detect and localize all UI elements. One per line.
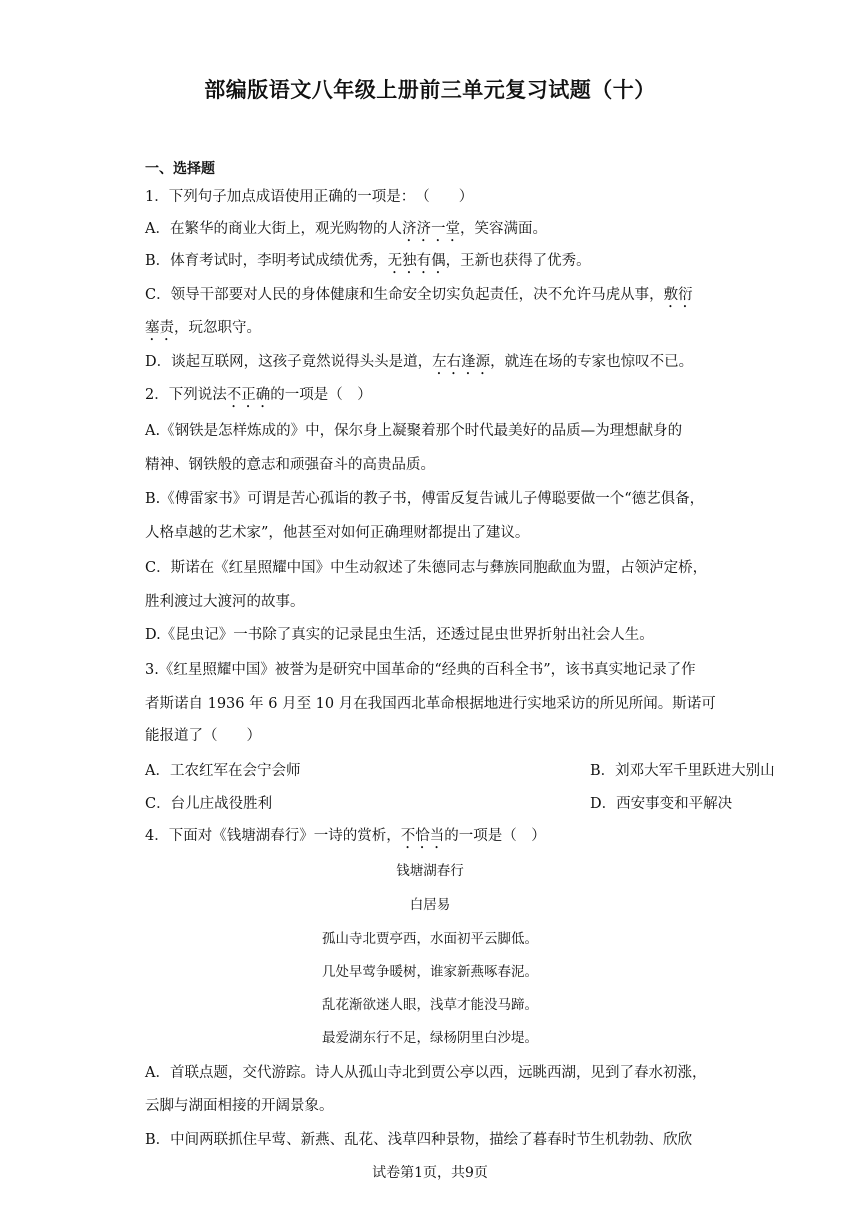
q1-c-emphasis-1: 敷衍 [663,287,693,303]
q2-stem-emphasis: 不正确 [226,387,271,403]
poem-line: 几处早莺争暖树，谁家新燕啄春泥。 [322,964,538,980]
poem-line: 最爱湖东行不足，绿杨阴里白沙堤。 [322,1030,538,1046]
poem-author: 白居易 [409,897,451,913]
q2-option-c: C．斯诺在《红星照耀中国》中生动叙述了朱德同志与彝族同胞歃血为盟，占领泸定桥， [145,560,708,576]
q4-option-a: A．首联点题，交代游踪。诗人从孤山寺北到贾公亭以西，远眺西湖，见到了春水初涨， [145,1065,707,1081]
q4-stem: 4．下面对《钱塘湖春行》一诗的赏析，不恰当的一项是（ ） [145,828,546,844]
q3-options-row-1 [145,761,775,781]
q1-option-c: C．领导干部要对人民的身体健康和生命安全切实负起责任，决不允许马虎从事，敷衍 [145,287,693,303]
q4-option-b: B．中间两联抓住早莺、新燕、乱花、浅草四种景物，描绘了暮春时节生机勃勃、欣欣 [145,1132,693,1148]
q1-option-d: D．谈起互联网，这孩子竟然说得头头是道，左右逢源，就连在场的专家也惊叹不已。 [145,354,694,370]
q2-option-c-cont: 胜利渡过大渡河的故事。 [145,594,305,610]
q2-option-b-cont: 人格卓越的艺术家”，他甚至对如何正确理财都提出了建议。 [145,525,530,541]
q2-option-a: A.《钢铁是怎样炼成的》中，保尔身上凝聚着那个时代最美好的品质—为理想献身的 [145,423,683,439]
page-title: 部编版语文八年级上册前三单元复习试题（十） [204,78,656,102]
q1-c-emphasis-2: 塞责 [145,320,174,336]
q3-options-row-2 [145,794,733,814]
q4-option-a-cont: 云脚与湖面相接的开阔景象。 [145,1098,334,1114]
q3-option-b: B．刘邓大军千里跃进大别山 [590,763,775,779]
q1-option-c-cont: 塞责，玩忽职守。 [145,320,261,336]
poem-title: 钱塘湖春行 [396,863,464,879]
q1-d-emphasis: 左右逢源 [432,354,491,370]
poem-line: 乱花渐欲迷人眼，浅草才能没马蹄。 [322,997,538,1013]
q2-option-a-cont: 精神、钢铁般的意志和顽强奋斗的高贵品质。 [145,457,435,473]
q1-stem: 1．下列句子加点成语使用正确的一项是： （ ） [145,189,474,205]
q3-stem: 3.《红星照耀中国》被誉为是研究中国革命的“经典的百科全书”，该书真实地记录了作 [145,662,696,678]
q3-stem-cont-2: 能报道了（ ） [145,728,261,744]
q3-option-d: D．西安事变和平解决 [590,796,733,812]
q1-option-a: A．在繁华的商业大街上，观光购物的人济济一堂，笑容满面。 [145,221,547,237]
q2-option-b: B.《傅雷家书》可谓是苦心孤诣的教子书，傅雷反复告诫儿子傅聪要做一个“德艺俱备， [145,491,705,507]
q3-stem-cont-1: 者斯诺自 1936 年 6 月至 10 月在我国西北革命根据地进行实地采访的所见所闻。斯诺可 [145,696,716,712]
q4-stem-emphasis: 不恰当 [400,828,445,844]
q1-a-emphasis: 济济一堂 [401,221,460,237]
q3-option-c: C．台儿庄战役胜利 [145,796,273,812]
q2-stem: 2．下列说法不正确的一项是（ ） [145,387,372,403]
poem-line: 孤山寺北贾亭西，水面初平云脚低。 [322,931,538,947]
q1-option-b: B．体育考试时，李明考试成绩优秀，无独有偶，王新也获得了优秀。 [145,253,591,269]
q3-option-a: A．工农红军在会宁会师 [145,763,301,779]
q2-option-d: D.《昆虫记》一书除了真实的记录昆虫生活，还透过昆虫世界折射出社会人生。 [145,627,654,643]
page-footer: 试卷第1页，共9页 [372,1165,488,1181]
q1-b-emphasis: 无独有偶 [387,253,446,269]
section-heading: 一、选择题 [145,161,215,177]
